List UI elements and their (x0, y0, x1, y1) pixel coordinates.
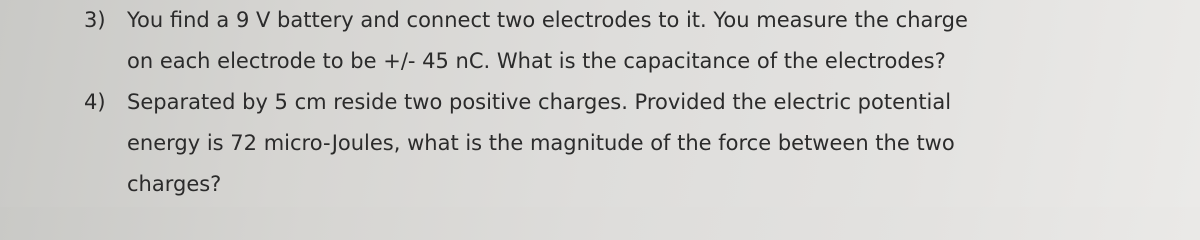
question-number: 4) (84, 90, 106, 114)
question-text-line: charges? (127, 172, 222, 196)
question-number: 3) (84, 8, 106, 32)
question-text-line: energy is 72 micro-Joules, what is the magnitude of the force between the two (127, 131, 955, 155)
question-text-line: You find a 9 V battery and connect two electrodes to it. You measure the charge (127, 8, 968, 32)
question-text-line: on each electrode to be +/- 45 nC. What is the capacitance of the electrodes? (127, 49, 946, 73)
question-text-line: Separated by 5 cm reside two positive charges. Provided the electric potential (127, 90, 952, 114)
